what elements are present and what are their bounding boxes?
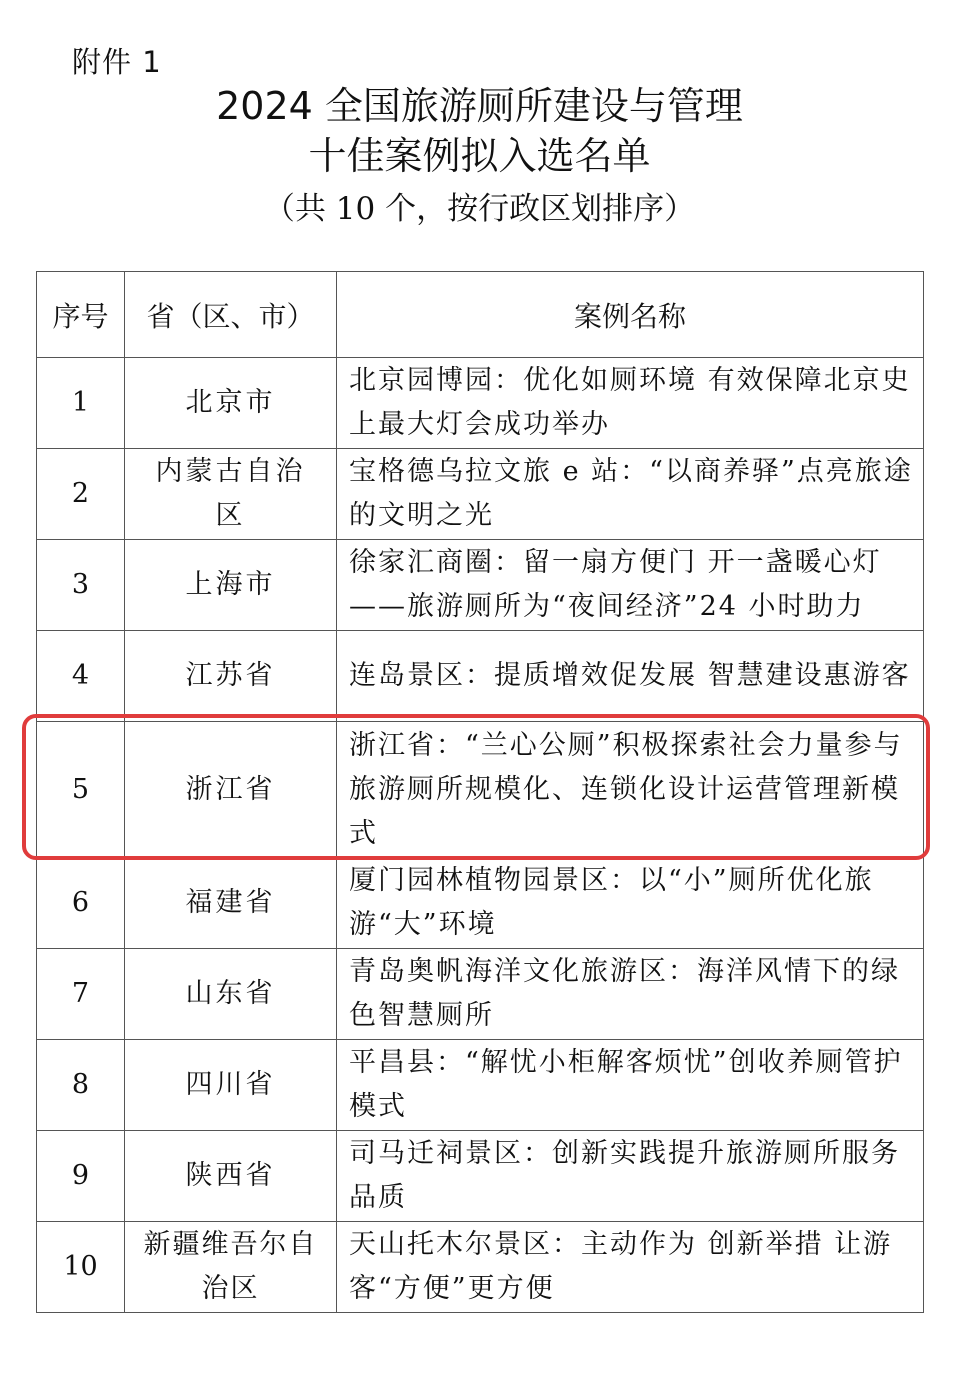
row-case-name: 宝格德乌拉文旅 e 站：“以商养驿”点亮旅途的文明之光 xyxy=(337,449,924,540)
row-province: 山东省 xyxy=(125,949,337,1040)
row-case-name: 青岛奥帆海洋文化旅游区：海洋风情下的绿色智慧厕所 xyxy=(337,949,924,1040)
row-number: 8 xyxy=(37,1040,125,1131)
row-province: 新疆维吾尔自治区 xyxy=(125,1222,337,1313)
table-row xyxy=(37,358,924,449)
page-title-line1: 2024 全国旅游厕所建设与管理 xyxy=(216,84,743,128)
attachment-label: 附件 1 xyxy=(72,45,162,79)
table-row xyxy=(37,1131,924,1222)
row-province: 内蒙古自治区 xyxy=(125,449,337,540)
table-row xyxy=(37,949,924,1040)
row-case-name: 厦门园林植物园景区：以“小”厕所优化旅游“大”环境 xyxy=(337,858,924,949)
table-row xyxy=(37,540,924,631)
row-number: 1 xyxy=(37,358,125,449)
table-row-highlighted xyxy=(37,722,924,858)
header-case-name: 案例名称 xyxy=(337,272,924,358)
case-list-table xyxy=(36,271,924,1313)
table-row xyxy=(37,858,924,949)
row-number: 5 xyxy=(37,722,125,858)
header-number: 序号 xyxy=(37,272,125,358)
row-province: 福建省 xyxy=(125,858,337,949)
page-subtitle: （共 10 个，按行政区划排序） xyxy=(263,191,696,227)
table-row xyxy=(37,1222,924,1313)
row-province: 上海市 xyxy=(125,540,337,631)
table-row xyxy=(37,449,924,540)
row-number: 7 xyxy=(37,949,125,1040)
table-header-row xyxy=(37,272,924,358)
row-province: 北京市 xyxy=(125,358,337,449)
row-province: 江苏省 xyxy=(125,631,337,722)
row-number: 2 xyxy=(37,449,125,540)
row-number: 10 xyxy=(37,1222,125,1313)
page-title-line2: 十佳案例拟入选名单 xyxy=(308,134,651,178)
row-number: 6 xyxy=(37,858,125,949)
header-province: 省（区、市） xyxy=(125,272,337,358)
row-province: 四川省 xyxy=(125,1040,337,1131)
row-number: 4 xyxy=(37,631,125,722)
table-row xyxy=(37,631,924,722)
row-number: 9 xyxy=(37,1131,125,1222)
row-case-name: 浙江省：“兰心公厕”积极探索社会力量参与旅游厕所规模化、连锁化设计运营管理新模式 xyxy=(337,722,924,858)
row-case-name: 连岛景区：提质增效促发展 智慧建设惠游客 xyxy=(337,631,924,722)
row-case-name: 北京园博园：优化如厕环境 有效保障北京史上最大灯会成功举办 xyxy=(337,358,924,449)
table-row xyxy=(37,1040,924,1131)
row-number: 3 xyxy=(37,540,125,631)
row-case-name: 天山托木尔景区：主动作为 创新举措 让游客“方便”更方便 xyxy=(337,1222,924,1313)
row-case-name: 司马迁祠景区：创新实践提升旅游厕所服务品质 xyxy=(337,1131,924,1222)
row-province: 浙江省 xyxy=(125,722,337,858)
row-case-name: 徐家汇商圈：留一扇方便门 开一盏暖心灯——旅游厕所为“夜间经济”24 小时助力 xyxy=(337,540,924,631)
row-case-name: 平昌县：“解忧小柜解客烦忧”创收养厕管护模式 xyxy=(337,1040,924,1131)
row-province: 陕西省 xyxy=(125,1131,337,1222)
